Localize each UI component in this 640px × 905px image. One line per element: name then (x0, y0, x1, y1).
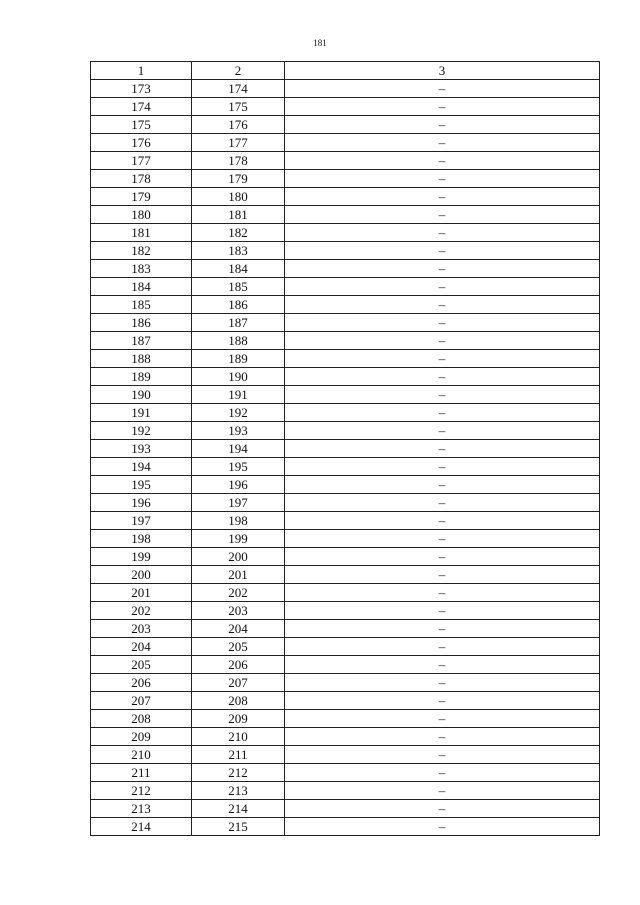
table-cell-col-1: 214 (91, 818, 192, 836)
table-cell-col-1: 206 (91, 674, 192, 692)
table-row (91, 440, 600, 458)
table-cell-col-1: 201 (91, 584, 192, 602)
header-row (91, 62, 600, 80)
table-cell-col-3: – (285, 386, 600, 404)
table-cell-col-1: 209 (91, 728, 192, 746)
column-header-1: 1 (91, 62, 192, 80)
table-row (91, 134, 600, 152)
table-row (91, 530, 600, 548)
table-cell-col-1: 179 (91, 188, 192, 206)
table-cell-col-2: 209 (192, 710, 285, 728)
table-cell-col-2: 187 (192, 314, 285, 332)
table-cell-col-2: 180 (192, 188, 285, 206)
table-row (91, 332, 600, 350)
table-row (91, 674, 600, 692)
table-row (91, 638, 600, 656)
table-cell-col-2: 207 (192, 674, 285, 692)
page-number: 181 (313, 38, 327, 48)
table-cell-col-1: 199 (91, 548, 192, 566)
table-row (91, 800, 600, 818)
table-cell-col-2: 201 (192, 566, 285, 584)
table-cell-col-3: – (285, 350, 600, 368)
table-cell-col-3: – (285, 530, 600, 548)
table-cell-col-2: 202 (192, 584, 285, 602)
table-cell-col-3: – (285, 494, 600, 512)
table-cell-col-1: 182 (91, 242, 192, 260)
table-cell-col-3: – (285, 656, 600, 674)
table-cell-col-3: – (285, 404, 600, 422)
table-cell-col-3: – (285, 278, 600, 296)
table-row (91, 80, 600, 98)
table-cell-col-2: 213 (192, 782, 285, 800)
table-cell-col-1: 204 (91, 638, 192, 656)
table-cell-col-2: 194 (192, 440, 285, 458)
table-row (91, 224, 600, 242)
table-cell-col-3: – (285, 674, 600, 692)
table-cell-col-2: 199 (192, 530, 285, 548)
table-cell-col-1: 184 (91, 278, 192, 296)
table-cell-col-2: 208 (192, 692, 285, 710)
table-cell-col-3: – (285, 764, 600, 782)
table-cell-col-3: – (285, 800, 600, 818)
table-cell-col-2: 174 (192, 80, 285, 98)
table-row (91, 206, 600, 224)
table-cell-col-3: – (285, 152, 600, 170)
table-cell-col-2: 184 (192, 260, 285, 278)
table-cell-col-2: 205 (192, 638, 285, 656)
table-cell-col-2: 175 (192, 98, 285, 116)
table-row (91, 602, 600, 620)
table-cell-col-1: 213 (91, 800, 192, 818)
table-row (91, 314, 600, 332)
table-cell-col-1: 197 (91, 512, 192, 530)
table-cell-col-1: 196 (91, 494, 192, 512)
table-cell-col-2: 183 (192, 242, 285, 260)
table-row (91, 296, 600, 314)
table-cell-col-3: – (285, 314, 600, 332)
table-row (91, 818, 600, 836)
table-cell-col-2: 182 (192, 224, 285, 242)
table-cell-col-1: 185 (91, 296, 192, 314)
table-cell-col-1: 194 (91, 458, 192, 476)
table-cell-col-1: 192 (91, 422, 192, 440)
table-cell-col-2: 176 (192, 116, 285, 134)
table-cell-col-3: – (285, 224, 600, 242)
table-cell-col-3: – (285, 260, 600, 278)
table-row (91, 386, 600, 404)
table-cell-col-2: 186 (192, 296, 285, 314)
table-cell-col-1: 188 (91, 350, 192, 368)
table-cell-col-1: 207 (91, 692, 192, 710)
table-cell-col-2: 188 (192, 332, 285, 350)
table-cell-col-3: – (285, 782, 600, 800)
table-cell-col-1: 177 (91, 152, 192, 170)
table-row (91, 692, 600, 710)
table-cell-col-3: – (285, 206, 600, 224)
table-cell-col-3: – (285, 98, 600, 116)
table-row (91, 98, 600, 116)
table-cell-col-1: 191 (91, 404, 192, 422)
table-cell-col-3: – (285, 170, 600, 188)
table-cell-col-2: 185 (192, 278, 285, 296)
table-body (91, 80, 600, 836)
table-row (91, 368, 600, 386)
table-cell-col-2: 198 (192, 512, 285, 530)
table-cell-col-3: – (285, 242, 600, 260)
table-cell-col-2: 181 (192, 206, 285, 224)
table-row (91, 512, 600, 530)
table-row (91, 260, 600, 278)
table-cell-col-1: 178 (91, 170, 192, 188)
table-cell-col-1: 211 (91, 764, 192, 782)
table-row (91, 566, 600, 584)
table-cell-col-1: 180 (91, 206, 192, 224)
column-header-3: 3 (285, 62, 600, 80)
table-cell-col-2: 203 (192, 602, 285, 620)
table-cell-col-2: 193 (192, 422, 285, 440)
table-cell-col-3: – (285, 548, 600, 566)
table-cell-col-3: – (285, 116, 600, 134)
table-cell-col-1: 183 (91, 260, 192, 278)
table-cell-col-2: 196 (192, 476, 285, 494)
table-row (91, 764, 600, 782)
table-row (91, 422, 600, 440)
table-cell-col-3: – (285, 566, 600, 584)
table-cell-col-3: – (285, 422, 600, 440)
table-cell-col-1: 203 (91, 620, 192, 638)
table-cell-col-2: 204 (192, 620, 285, 638)
table-cell-col-1: 189 (91, 368, 192, 386)
table-cell-col-1: 202 (91, 602, 192, 620)
table-cell-col-2: 195 (192, 458, 285, 476)
table-cell-col-1: 190 (91, 386, 192, 404)
table-cell-col-3: – (285, 332, 600, 350)
table-cell-col-3: – (285, 440, 600, 458)
data-table (90, 61, 600, 836)
table-cell-col-2: 178 (192, 152, 285, 170)
table-cell-col-2: 179 (192, 170, 285, 188)
table-row (91, 746, 600, 764)
table-cell-col-3: – (285, 638, 600, 656)
table-cell-col-2: 212 (192, 764, 285, 782)
table-cell-col-3: – (285, 368, 600, 386)
table-row (91, 728, 600, 746)
column-header-2: 2 (192, 62, 285, 80)
table-cell-col-1: 195 (91, 476, 192, 494)
table-cell-col-2: 200 (192, 548, 285, 566)
table-row (91, 278, 600, 296)
table-cell-col-3: – (285, 620, 600, 638)
table-cell-col-3: – (285, 476, 600, 494)
table-row (91, 188, 600, 206)
table-cell-col-1: 205 (91, 656, 192, 674)
table-cell-col-1: 186 (91, 314, 192, 332)
table-cell-col-2: 215 (192, 818, 285, 836)
table-cell-col-3: – (285, 512, 600, 530)
table-cell-col-3: – (285, 296, 600, 314)
table-cell-col-1: 181 (91, 224, 192, 242)
table-cell-col-2: 197 (192, 494, 285, 512)
table-cell-col-2: 214 (192, 800, 285, 818)
table-row (91, 584, 600, 602)
table-cell-col-1: 176 (91, 134, 192, 152)
table-cell-col-1: 200 (91, 566, 192, 584)
table-cell-col-1: 174 (91, 98, 192, 116)
table-cell-col-1: 193 (91, 440, 192, 458)
table-row (91, 494, 600, 512)
table-row (91, 476, 600, 494)
table-row (91, 152, 600, 170)
table-cell-col-2: 191 (192, 386, 285, 404)
table-cell-col-1: 173 (91, 80, 192, 98)
table-cell-col-3: – (285, 818, 600, 836)
table-cell-col-1: 212 (91, 782, 192, 800)
table-cell-col-3: – (285, 710, 600, 728)
table-cell-col-2: 192 (192, 404, 285, 422)
table-cell-col-1: 175 (91, 116, 192, 134)
table-cell-col-3: – (285, 458, 600, 476)
table-row (91, 782, 600, 800)
table-header (91, 62, 600, 80)
table-cell-col-1: 187 (91, 332, 192, 350)
table-cell-col-3: – (285, 602, 600, 620)
table-cell-col-3: – (285, 692, 600, 710)
table-row (91, 458, 600, 476)
table-cell-col-2: 210 (192, 728, 285, 746)
table-cell-col-2: 177 (192, 134, 285, 152)
table-cell-col-3: – (285, 80, 600, 98)
table-row (91, 170, 600, 188)
table-cell-col-2: 206 (192, 656, 285, 674)
table-cell-col-2: 190 (192, 368, 285, 386)
table-cell-col-3: – (285, 728, 600, 746)
table-row (91, 620, 600, 638)
table-row (91, 656, 600, 674)
table-cell-col-1: 208 (91, 710, 192, 728)
table-row (91, 404, 600, 422)
table-cell-col-3: – (285, 134, 600, 152)
table-row (91, 242, 600, 260)
table-row (91, 350, 600, 368)
table-row (91, 116, 600, 134)
table-cell-col-3: – (285, 584, 600, 602)
table-cell-col-3: – (285, 746, 600, 764)
table-cell-col-1: 198 (91, 530, 192, 548)
table-cell-col-2: 189 (192, 350, 285, 368)
table-cell-col-2: 211 (192, 746, 285, 764)
table-row (91, 548, 600, 566)
table-cell-col-1: 210 (91, 746, 192, 764)
table-cell-col-3: – (285, 188, 600, 206)
table-row (91, 710, 600, 728)
